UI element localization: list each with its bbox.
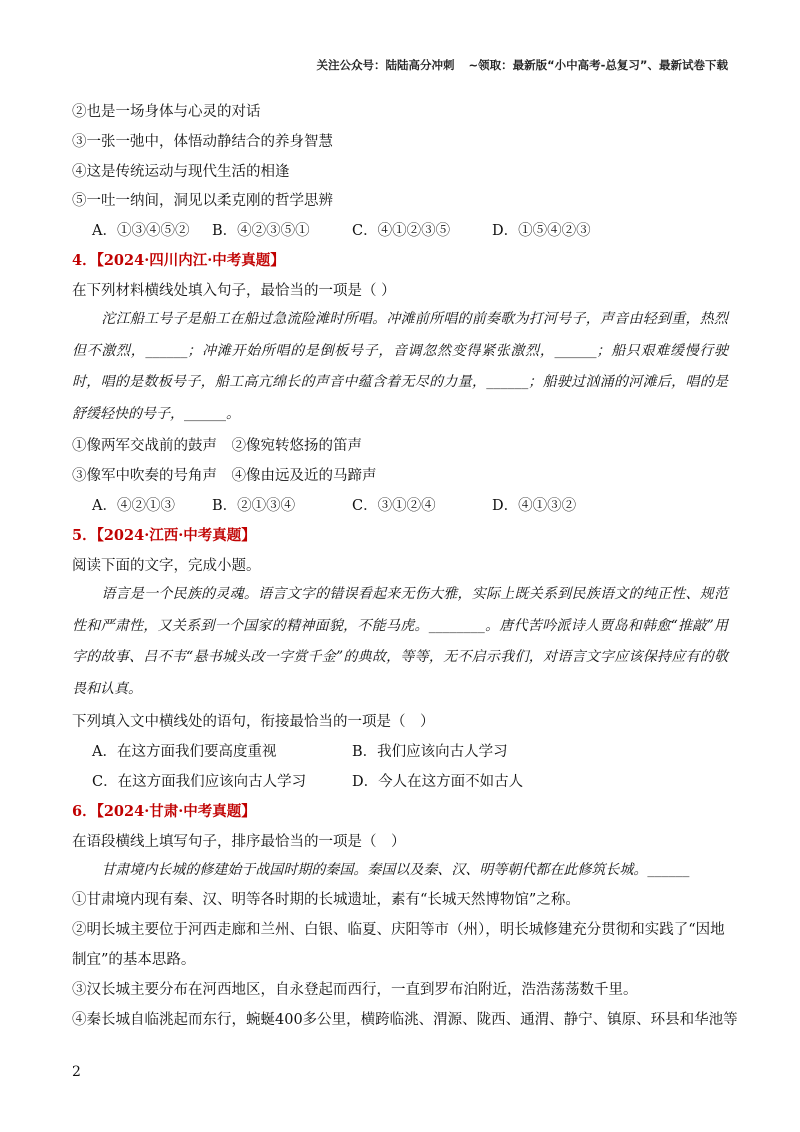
reading-passage: 语言是一个民族的灵魂。语言文字的错误看起来无伤大雅，实际上既关系到民族语文的纯正性、规范性和严肃性，又关系到一个国家的精神面貌，不能马虎。________。唐代苦吟派诗人贾岛和韩愈“推敲”用字的故事、吕不韦“悬书城头改一字赏千金”的典故，等等，无不启示我们，对语言文字应该保持应有的敬畏和认真。 [72, 586, 728, 697]
sentence-item: ②明长城主要位于河西走廊和兰州、白银、临夏、庆阳等市（州），明长城修建充分贯彻和实践了“因地 [72, 922, 725, 938]
prev-item: ⑤一吐一纳间，洞见以柔克刚的哲学思辨 [72, 193, 333, 209]
prev-option-d: D．①⑤④②③ [492, 223, 591, 239]
sentence-item: ④秦长城自临洮起而东行，蜿蜒400多公里，横跨临洮、渭源、陇西、通渭、静宁、镇原、环县和华池等 [72, 1012, 738, 1028]
reading-passage: 沱江船工号子是船工在船过急流险滩时所唱。冲滩前所唱的前奏歌为打河号子，声音由轻到重，热烈但不激烈，______；冲滩开始所唱的是倒板号子，音调忽然变得紧张激烈，______；船只艰难缓慢行驶时，唱的是数板号子，船工高亢绵长的声音中蕴含着无尽的力量，______；船驶过汹涌的河滩后，唱的是舒缓轻快的号子，______。 [72, 311, 728, 422]
question-number: 6． [72, 803, 97, 820]
prev-item: ③一张一弛中，体悟动静结合的养身智慧 [72, 134, 333, 150]
q5-option-d: D．今人在这方面不如古人 [352, 774, 524, 790]
prev-option-b: B．④②③⑤① [212, 223, 310, 239]
question-intro: 阅读下面的文字，完成小题。 [72, 558, 261, 574]
question-6-heading [72, 800, 256, 821]
page-header [316, 57, 728, 73]
prev-option-c: C．④①②③⑤ [352, 223, 451, 239]
header-right: ~领取：最新版“小中高考-总复习”、最新试卷下载 [468, 58, 728, 72]
question-source-tag: 【2024·四川内江·中考真题】 [96, 252, 285, 269]
prev-option-a: A．①③④⑤② [92, 223, 190, 239]
question-number: 4． [72, 252, 97, 269]
prev-item: ②也是一场身体与心灵的对话 [72, 104, 261, 120]
choice-items: ①像两军交战前的鼓声 ②像宛转悠扬的笛声 [72, 438, 362, 454]
question-source-tag: 【2024·江西·中考真题】 [96, 527, 256, 544]
question-4-heading [72, 249, 285, 270]
q4-option-a: A．④②①③ [92, 498, 175, 514]
question-stem: 在下列材料横线处填入句子，最恰当的一项是（ ） [72, 283, 396, 299]
q4-option-c: C．③①②④ [352, 498, 436, 514]
question-5-heading [72, 524, 256, 545]
q5-option-b: B．我们应该向古人学习 [352, 744, 508, 760]
sentence-item: ③汉长城主要分布在河西地区，自永登起而西行，一直到罗布泊附近，浩浩荡荡数千里。 [72, 982, 638, 998]
question-number: 5． [72, 527, 97, 544]
page-number: 2 [72, 1064, 81, 1080]
reading-passage: 甘肃境内长城的修建始于战国时期的秦国。秦国以及秦、汉、明等朝代都在此修筑长城。______ [101, 862, 690, 878]
sentence-item: 制宜”的基本思路。 [72, 952, 196, 968]
choice-items: ③像军中吹奏的号角声 ④像由远及近的马蹄声 [72, 468, 377, 484]
sentence-item: ①甘肃境内现有秦、汉、明等各时期的长城遗址，素有“长城天然博物馆”之称。 [72, 892, 580, 908]
prev-item: ④这是传统运动与现代生活的相逢 [72, 164, 290, 180]
q5-option-c: C．在这方面我们应该向古人学习 [92, 774, 307, 790]
question-stem: 在语段横线上填写句子，排序最恰当的一项是（ ） [72, 834, 406, 850]
question-source-tag: 【2024·甘肃·中考真题】 [96, 803, 256, 820]
q4-option-b: B．②①③④ [212, 498, 296, 514]
q4-option-d: D．④①③② [492, 498, 577, 514]
q5-option-a: A．在这方面我们要高度重视 [92, 744, 277, 760]
header-left: 关注公众号：陆陆高分冲刺 [316, 58, 455, 72]
question-stem: 下列填入文中横线处的语句，衔接最恰当的一项是（ ） [72, 714, 435, 730]
